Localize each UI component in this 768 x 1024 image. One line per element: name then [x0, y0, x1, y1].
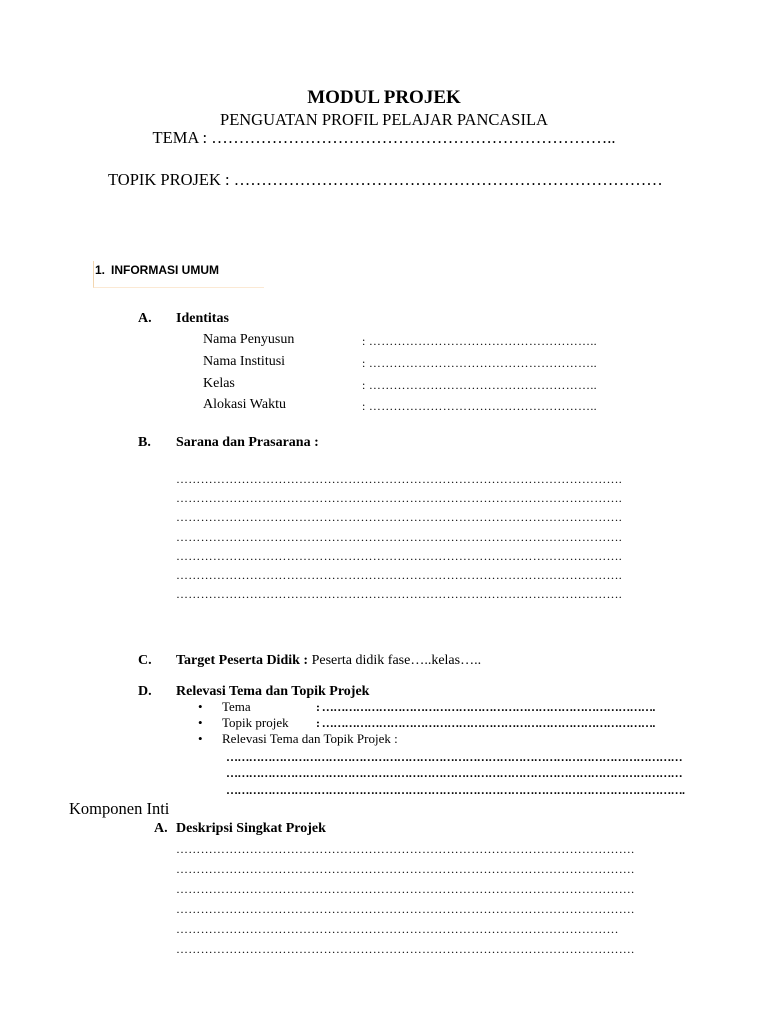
bullet-label-topik: Topik projek [222, 715, 289, 730]
topik-line: TOPIK PROJEK : …………………………………………………………………… [108, 170, 663, 189]
komponen-letter: A. [154, 821, 168, 836]
target-line [176, 653, 481, 669]
sarana-letter: B. [138, 435, 151, 450]
identitas-value-alokasi-waktu: : ……………………………………………….. [362, 399, 597, 413]
bullet-dot: • [198, 715, 203, 730]
bullet-value-topik: : ……………………………………………………………………………. [316, 716, 655, 730]
identitas-value-kelas: : ……………………………………………….. [362, 378, 597, 392]
bullet-dot: • [198, 699, 203, 714]
deskripsi-line: …………………………………………………………………………………………………. [176, 902, 635, 916]
relevansi-line: …………………………………………………………………………………………………………. [226, 783, 685, 797]
relevansi-line: ………………………………………………………………………………………………………… [226, 766, 683, 780]
relevansi-line: ………………………………………………………………………………………………………… [226, 750, 683, 764]
sarana-line: ………………………………………………………………………………………………. [176, 491, 623, 505]
section-informasi-umum [93, 261, 264, 288]
target-heading: Target Peserta Didik : [176, 653, 309, 668]
komponen-inti-title: Komponen Inti [69, 799, 170, 818]
identitas-label-kelas: Kelas [203, 376, 235, 391]
identitas-value-nama-institusi: : ……………………………………………….. [362, 356, 597, 370]
section-number: 1. [95, 263, 106, 277]
komponen-heading: Deskripsi Singkat Projek [176, 821, 326, 836]
deskripsi-line: …………………………………………………………………………………………………. [176, 842, 635, 856]
identitas-heading: Identitas [176, 311, 229, 326]
sarana-line: ………………………………………………………………………………………………. [176, 472, 623, 486]
module-subtitle: PENGUATAN PROFIL PELAJAR PANCASILA [220, 110, 548, 129]
deskripsi-line: …………………………………………………………………………………………………. [176, 942, 635, 956]
tema-line: TEMA : ……………………………………………………………….. [152, 128, 616, 147]
sarana-line: ………………………………………………………………………………………………. [176, 587, 623, 601]
sarana-line: ………………………………………………………………………………………………. [176, 510, 623, 524]
bullet-value-tema: : ……………………………………………………………………………. [316, 700, 655, 714]
bullet-label-relevasi: Relevasi Tema dan Topik Projek : [222, 731, 398, 746]
identitas-label-nama-penyusun: Nama Penyusun [203, 332, 295, 347]
bullet-dot: • [198, 731, 203, 746]
sarana-heading: Sarana dan Prasarana : [176, 435, 319, 450]
identitas-letter: A. [138, 311, 152, 326]
sarana-line: ………………………………………………………………………………………………. [176, 568, 623, 582]
relevansi-heading: Relevasi Tema dan Topik Projek [176, 684, 370, 699]
deskripsi-line: …………………………………………………………………………………………………. [176, 882, 635, 896]
identitas-label-nama-institusi: Nama Institusi [203, 354, 286, 369]
relevansi-letter: D. [138, 684, 152, 699]
bullet-label-tema: Tema [222, 699, 251, 714]
deskripsi-line: ……………………………………………………………………………………………… [176, 922, 619, 936]
identitas-label-alokasi-waktu: Alokasi Waktu [203, 397, 286, 412]
deskripsi-line: …………………………………………………………………………………………………. [176, 862, 635, 876]
target-letter: C. [138, 653, 152, 668]
sarana-line: ………………………………………………………………………………………………. [176, 530, 623, 544]
target-text: Peserta didik fase…..kelas….. [311, 653, 482, 668]
section-title: INFORMASI UMUM [111, 263, 219, 277]
module-title: MODUL PROJEK [307, 87, 461, 108]
identitas-value-nama-penyusun: : ……………………………………………….. [362, 334, 597, 348]
sarana-line: ………………………………………………………………………………………………. [176, 549, 623, 563]
